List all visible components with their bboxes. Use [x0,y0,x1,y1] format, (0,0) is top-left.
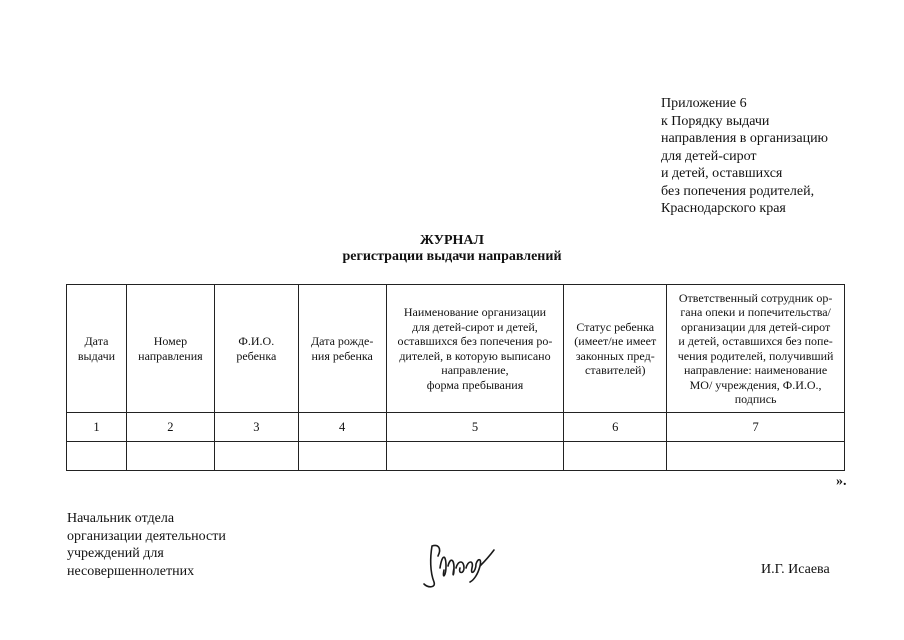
empty-cell [564,442,667,471]
column-number: 5 [386,413,564,442]
position-line: Начальник отдела [67,511,175,526]
header-cell-organization [386,285,564,413]
table-header-row [67,285,845,413]
chief-position [67,510,226,580]
appendix-line: направления в организацию [661,131,829,146]
column-number: 4 [298,413,386,442]
appendix-line: к Порядку выдачи [661,113,770,129]
header-line: Дата [84,334,109,348]
header-line: ребенка [236,348,277,363]
header-cell-responsible-officer [667,285,845,413]
header-line: направление, [441,363,509,377]
header-line: Наименование организации [403,305,547,319]
empty-cell [214,442,298,471]
empty-cell [386,442,564,471]
empty-cell [67,442,127,471]
position-line: организации деятельности [67,528,226,544]
appendix-line: Приложение 6 [661,96,747,111]
registration-journal-table [66,284,845,471]
appendix-block [661,95,891,218]
header-line: законных пред- [575,348,655,363]
column-number: 2 [126,413,214,442]
column-number: 3 [214,413,298,442]
header-line: подпись [734,392,777,406]
document-title: ЖУРНАЛ [420,233,484,248]
header-line: Номер [153,334,188,348]
header-line: направления [138,348,203,363]
handwritten-signature [418,536,500,594]
header-line: Ответственный сотрудник ор- [678,290,833,305]
appendix-line: без попечения родителей, [661,183,815,199]
header-line: МО/ учреждения, Ф.И.О., [689,377,822,392]
position-line: несовершеннолетних [67,563,195,579]
empty-cell [126,442,214,471]
header-line: (имеет/не имеет [574,334,657,348]
header-cell-referral-number [126,285,214,413]
column-number: 7 [667,413,845,442]
closing-quote: ». [836,474,847,489]
appendix-line: Краснодарского края [661,201,786,216]
header-line: оставшихся без попечения ро- [397,334,553,348]
empty-cell [667,442,845,471]
header-line: Ф.И.О. [238,334,275,348]
column-number-row [67,413,845,442]
header-line: направление: наименование [684,363,828,377]
header-line: и детей, оставшихся без попе- [678,334,833,348]
header-line: чения родителей, получивший [677,348,834,363]
appendix-line: для детей-сирот [661,148,757,164]
header-cell-birth-date [298,285,386,413]
header-cell-issue-date [67,285,127,413]
table-row [67,442,845,471]
header-line: организации для детей-сирот [680,319,831,334]
header-line: форма пребывания [426,377,524,392]
column-number: 1 [67,413,127,442]
signer-name: И.Г. Исаева [761,562,830,577]
position-line: учреждений для [67,546,164,561]
header-line: Статус ребенка [576,319,655,334]
header-line: ния ребенка [311,348,373,363]
header-line: для детей-сирот и детей, [412,319,538,334]
header-cell-child-status [564,285,667,413]
appendix-line: и детей, оставшихся [661,166,783,181]
header-line: ставителей) [585,363,646,377]
header-line: гана опеки и попечительства/ [680,305,831,319]
empty-cell [298,442,386,471]
document-subtitle: регистрации выдачи направлений [342,249,562,264]
header-line: выдачи [77,348,116,363]
header-cell-child-name [214,285,298,413]
header-line: дителей, в которую выписано [399,348,551,363]
column-number: 6 [564,413,667,442]
header-line: Дата рожде- [311,334,374,348]
